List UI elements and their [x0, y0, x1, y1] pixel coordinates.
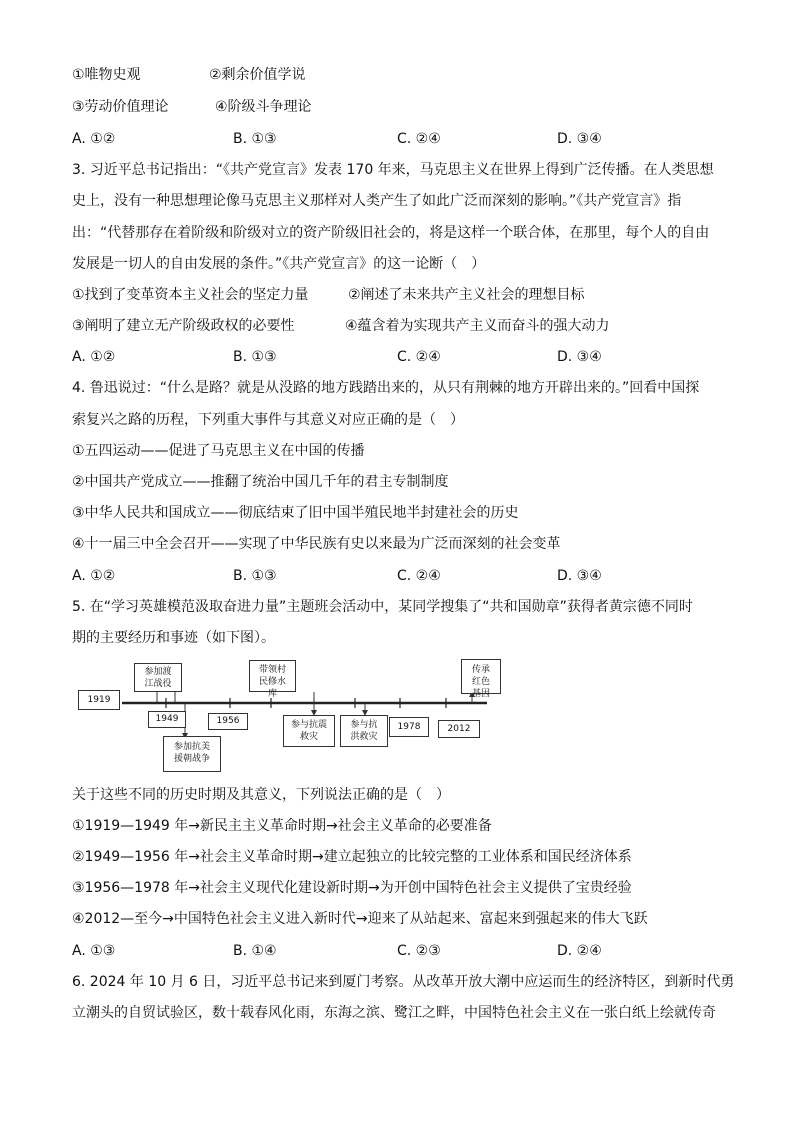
timeline-event-flood-relief: 参与抗洪救灾: [340, 715, 388, 747]
q4-option-a: A. ①②: [72, 568, 116, 584]
q3-option-a: A. ①②: [72, 349, 116, 365]
q4-item-3: ③中华人民共和国成立——彻底结束了旧中国半殖民地半封建社会的历史: [72, 505, 519, 521]
q5-stem-line-2: 期的主要经历和事迹（如下图）。: [72, 630, 275, 646]
timeline-year-1919: 1919: [78, 690, 120, 710]
q5-stem-line-1: 5. 在“学习英雄模范汲取奋进力量”主题班会活动中，某同学搜集了“共和国勋章”获得者黄宗德不同时: [72, 599, 693, 615]
q2-option-d: D. ③④: [557, 131, 602, 147]
q5-item-4: ④2012—至今→中国特色社会主义进入新时代→迎来了从站起来、富起来到强起来的伟大飞跃: [72, 911, 648, 927]
q5-item-1: ①1919—1949 年→新民主主义革命时期→社会主义革命的必要准备: [72, 818, 492, 834]
timeline-year-1978: 1978: [389, 717, 429, 737]
q4-option-c: C. ②④: [397, 568, 441, 584]
q3-item-2: ②阐述了未来共产主义社会的理想目标: [348, 287, 585, 303]
timeline-event-reservoir: 带领村民修水库: [249, 660, 296, 692]
q4-item-4: ④十一届三中全会召开——实现了中华民族有史以来最为广泛而深刻的社会变革: [72, 536, 561, 552]
q2-item-3: ③劳动价值理论: [72, 99, 169, 115]
timeline-event-red-gene: 传承红色基因: [461, 659, 501, 694]
timeline-year-2012: 2012: [438, 720, 480, 738]
q3-stem-line-1: 3. 习近平总书记指出：“《共产党宣言》发表 170 年来，马克思主义在世界上得到广泛传播。在人类思想: [72, 162, 714, 178]
q3-stem-line-4: 发展是一切人的自由发展的条件。”《共产党宣言》的这一论断（ ）: [72, 256, 486, 272]
timeline-event-crossing-river: 参加渡江战役: [134, 663, 182, 692]
q3-stem-line-3: 出：“代替那存在着阶级和阶级对立的资产阶级旧社会的，将是这样一个联合体，在那里，每个人的自由: [72, 225, 710, 241]
q2-item-2: ②剩余价值学说: [209, 67, 306, 83]
timeline-event-korean-war: 参加抗美援朝战争: [163, 736, 221, 772]
timeline-year-1956: 1956: [208, 713, 248, 730]
q4-stem-line-2: 索复兴之路的历程，下列重大事件与其意义对应正确的是（ ）: [72, 412, 464, 428]
q3-item-4: ④蕴含着为实现共产主义而奋斗的强大动力: [345, 318, 610, 334]
q4-option-d: D. ③④: [557, 568, 602, 584]
q5-option-b: B. ①④: [233, 943, 277, 959]
q3-item-3: ③阐明了建立无产阶级政权的必要性: [72, 318, 295, 334]
q5-option-c: C. ②③: [397, 943, 441, 959]
q5-stem-question: 关于这些不同的历史时期及其意义，下列说法正确的是（ ）: [72, 787, 450, 803]
q5-item-2: ②1949—1956 年→社会主义革命时期→建立起独立的比较完整的工业体系和国民经济体系: [72, 849, 632, 865]
q4-stem-line-1: 4. 鲁迅说过：“什么是路？就是从没路的地方践踏出来的，从只有荆棘的地方开辟出来的。”回看中国探: [72, 380, 700, 396]
q3-item-1: ①找到了变革资本主义社会的坚定力量: [72, 287, 309, 303]
q3-stem-line-2: 史上，没有一种思想理论像马克思主义那样对人类产生了如此广泛而深刻的影响。”《共产党宣言》指: [72, 193, 682, 209]
q2-item-1: ①唯物史观: [72, 67, 141, 83]
q4-item-2: ②中国共产党成立——推翻了统治中国几千年的君主专制制度: [72, 474, 449, 490]
q2-option-c: C. ②④: [397, 131, 441, 147]
q6-stem-line-2: 立潮头的自贸试验区，数十载春风化雨，东海之滨、鹭江之畔，中国特色社会主义在一张白纸上绘就传奇: [72, 1005, 716, 1021]
q5-item-3: ③1956—1978 年→社会主义现代化建设新时期→为开创中国特色社会主义提供了宝贵经验: [72, 880, 632, 896]
q4-item-1: ①五四运动——促进了马克思主义在中国的传播: [72, 443, 365, 459]
q3-option-b: B. ①③: [233, 349, 277, 365]
timeline-event-earthquake-relief: 参与抗震救灾: [283, 715, 335, 747]
q3-option-d: D. ③④: [557, 349, 602, 365]
timeline-year-1949: 1949: [148, 711, 186, 728]
q3-option-c: C. ②④: [397, 349, 441, 365]
q5-option-d: D. ②④: [557, 943, 602, 959]
q6-stem-line-1: 6. 2024 年 10 月 6 日，习近平总书记来到厦门考察。从改革开放大潮中应运而生的经济特区，到新时代勇: [72, 974, 735, 990]
q2-item-4: ④阶级斗争理论: [215, 99, 312, 115]
q2-option-a: A. ①②: [72, 131, 116, 147]
q5-option-a: A. ①③: [72, 943, 116, 959]
q4-option-b: B. ①③: [233, 568, 277, 584]
q2-option-b: B. ①③: [233, 131, 277, 147]
